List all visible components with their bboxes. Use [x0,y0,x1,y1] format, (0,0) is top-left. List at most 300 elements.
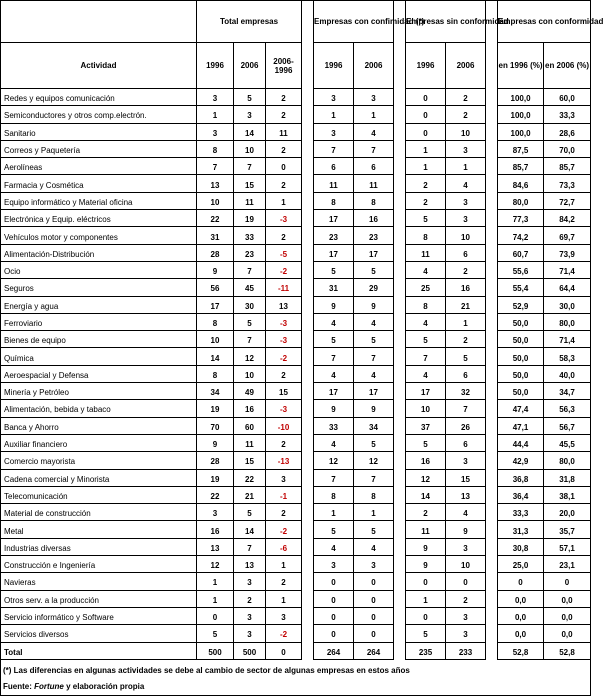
cell-p06: 70,0 [544,140,591,157]
cell-t06: 7 [234,538,266,555]
cell-s06: 1 [446,158,486,175]
cell-p96: 52,9 [498,296,544,313]
column-gap [394,400,406,417]
column-gap [394,331,406,348]
cell-p06: 73,9 [544,244,591,261]
cell-actividad: Redes y equipos comunicación [1,89,197,106]
column-gap [302,158,314,175]
cell-s96: 25 [406,279,446,296]
cell-actividad: Servicio informático y Software [1,607,197,624]
cell-t06: 5 [234,504,266,521]
cell-c96: 4 [314,538,354,555]
cell-c06: 0 [354,625,394,642]
cell-t96: 34 [197,383,234,400]
column-gap [302,607,314,624]
cell-t06: 3 [234,573,266,590]
cell-t96: 0 [197,607,234,624]
column-gap [302,175,314,192]
column-gap [302,192,314,209]
column-gap [302,348,314,365]
cell-s96: 1 [406,590,446,607]
table-row [1,556,591,573]
cell-c96: 12 [314,452,354,469]
column-gap [394,175,406,192]
cell-d: -3 [266,210,302,227]
column-gap [394,279,406,296]
cell-t06: 14 [234,521,266,538]
column-gap [394,486,406,503]
cell-t06: 3 [234,625,266,642]
column-gap [486,400,498,417]
column-gap [486,486,498,503]
cell-actividad: Otros serv. a la producción [1,590,197,607]
header-en-2006: en 2006 (%) [544,43,591,89]
cell-t96: 17 [197,296,234,313]
cell-c06: 0 [354,573,394,590]
cell-s06: 10 [446,123,486,140]
cell-s06: 6 [446,244,486,261]
cell-t96: 8 [197,313,234,330]
cell-d: 0 [266,642,302,659]
cell-d: 2 [266,365,302,382]
cell-d: 2 [266,106,302,123]
cell-s06: 15 [446,469,486,486]
table-row [1,279,591,296]
cell-c06: 3 [354,89,394,106]
cell-p06: 0,0 [544,590,591,607]
cell-s96: 11 [406,244,446,261]
cell-p96: 33,3 [498,504,544,521]
column-gap [486,434,498,451]
cell-s96: 235 [406,642,446,659]
column-gap [486,556,498,573]
cell-p06: 69,7 [544,227,591,244]
cell-t06: 10 [234,140,266,157]
table-row [1,521,591,538]
column-gap [394,452,406,469]
cell-d: -10 [266,417,302,434]
column-gap [486,261,498,278]
cell-s96: 5 [406,210,446,227]
column-gap [302,625,314,642]
cell-d: 1 [266,192,302,209]
column-gap [302,434,314,451]
cell-c06: 0 [354,607,394,624]
cell-d: -2 [266,521,302,538]
column-gap [394,261,406,278]
cell-p06: 30,0 [544,296,591,313]
column-gap [394,607,406,624]
column-gap [302,452,314,469]
cell-s06: 6 [446,365,486,382]
column-gap [302,261,314,278]
cell-s06: 3 [446,452,486,469]
column-gap [302,244,314,261]
table-row [1,89,591,106]
column-gap [394,469,406,486]
cell-d: -13 [266,452,302,469]
cell-p06: 72,7 [544,192,591,209]
header-1996: 1996 [406,43,446,89]
cell-p06: 84,2 [544,210,591,227]
column-gap [394,417,406,434]
cell-t06: 12 [234,348,266,365]
cell-p06: 28,6 [544,123,591,140]
cell-p06: 85,7 [544,158,591,175]
column-gap [302,227,314,244]
cell-s96: 0 [406,89,446,106]
column-gap [302,383,314,400]
header-1996: 1996 [314,43,354,89]
cell-p96: 0,0 [498,625,544,642]
cell-s06: 10 [446,227,486,244]
column-gap [302,573,314,590]
cell-c06: 1 [354,106,394,123]
column-gap [394,504,406,521]
cell-c06: 5 [354,521,394,538]
cell-t06: 5 [234,313,266,330]
cell-c96: 6 [314,158,354,175]
cell-c96: 3 [314,123,354,140]
column-gap [486,365,498,382]
cell-t06: 7 [234,158,266,175]
cell-c96: 7 [314,469,354,486]
cell-d: -3 [266,313,302,330]
total-row [1,642,591,659]
cell-t96: 19 [197,469,234,486]
cell-p96: 87,5 [498,140,544,157]
cell-p96: 36,8 [498,469,544,486]
cell-c96: 264 [314,642,354,659]
cell-c96: 0 [314,573,354,590]
cell-c06: 6 [354,158,394,175]
cell-c96: 1 [314,106,354,123]
column-gap [486,244,498,261]
cell-p06: 20,0 [544,504,591,521]
cell-d: 2 [266,573,302,590]
column-gap [486,504,498,521]
cell-actividad: Aerolíneas [1,158,197,175]
cell-actividad: Equipo informático y Material oficina [1,192,197,209]
cell-c96: 5 [314,331,354,348]
column-gap [302,590,314,607]
cell-s06: 2 [446,331,486,348]
cell-actividad: Química [1,348,197,365]
header-2006: 2006 [354,43,394,89]
cell-t96: 7 [197,158,234,175]
column-gap [394,227,406,244]
cell-p96: 84,6 [498,175,544,192]
cell-p96: 0,0 [498,590,544,607]
cell-t06: 500 [234,642,266,659]
cell-t06: 15 [234,175,266,192]
column-gap [302,296,314,313]
cell-t96: 9 [197,434,234,451]
column-gap [394,296,406,313]
cell-c06: 9 [354,400,394,417]
cell-c96: 7 [314,348,354,365]
cell-t96: 70 [197,417,234,434]
cell-t96: 3 [197,504,234,521]
cell-t06: 49 [234,383,266,400]
cell-c96: 33 [314,417,354,434]
column-gap [486,417,498,434]
cell-c06: 1 [354,504,394,521]
cell-actividad: Construcción e Ingeniería [1,556,197,573]
cell-t96: 8 [197,140,234,157]
cell-s06: 21 [446,296,486,313]
cell-actividad: Semiconductores y otros comp.electrón. [1,106,197,123]
column-gap [486,452,498,469]
cell-p06: 56,7 [544,417,591,434]
cell-s96: 1 [406,140,446,157]
cell-c96: 11 [314,175,354,192]
table-row [1,140,591,157]
cell-t06: 11 [234,434,266,451]
column-gap [302,140,314,157]
cell-c06: 11 [354,175,394,192]
column-gap [486,227,498,244]
table-row [1,210,591,227]
cell-d: -2 [266,625,302,642]
cell-actividad: Ferroviario [1,313,197,330]
cell-p06: 80,0 [544,313,591,330]
cell-d: 2 [266,89,302,106]
cell-p96: 100,0 [498,106,544,123]
cell-p06: 35,7 [544,521,591,538]
header-con-conformidad: Empresas con confimidad (*) [314,1,394,43]
column-gap [394,313,406,330]
cell-s96: 4 [406,261,446,278]
cell-p06: 0,0 [544,625,591,642]
cell-s96: 16 [406,452,446,469]
cell-c06: 17 [354,383,394,400]
cell-s06: 2 [446,89,486,106]
cell-p96: 100,0 [498,123,544,140]
cell-actividad: Material de construcción [1,504,197,521]
cell-s96: 4 [406,365,446,382]
column-gap [486,123,498,140]
cell-s06: 5 [446,348,486,365]
cell-t96: 3 [197,89,234,106]
cell-t96: 19 [197,400,234,417]
cell-p96: 25,0 [498,556,544,573]
cell-p06: 64,4 [544,279,591,296]
cell-c06: 5 [354,261,394,278]
cell-actividad: Vehículos motor y componentes [1,227,197,244]
cell-s96: 2 [406,175,446,192]
cell-s06: 16 [446,279,486,296]
table-row [1,383,591,400]
cell-d: -6 [266,538,302,555]
cell-c06: 0 [354,590,394,607]
column-gap [394,642,406,659]
cell-t06: 23 [234,244,266,261]
cell-c06: 5 [354,331,394,348]
cell-p96: 50,0 [498,383,544,400]
cell-s96: 37 [406,417,446,434]
cell-t96: 31 [197,227,234,244]
cell-d: 2 [266,175,302,192]
column-gap [302,642,314,659]
cell-p96: 80,0 [498,192,544,209]
table-row [1,227,591,244]
column-gap [394,556,406,573]
table-body [1,89,591,660]
cell-t96: 13 [197,175,234,192]
table-row [1,244,591,261]
cell-t06: 22 [234,469,266,486]
cell-c06: 264 [354,642,394,659]
cell-s06: 2 [446,590,486,607]
cell-s06: 3 [446,625,486,642]
header-actividad: Actividad [1,43,197,89]
column-gap [302,400,314,417]
cell-c96: 1 [314,504,354,521]
cell-p06: 40,0 [544,365,591,382]
column-gap [486,158,498,175]
cell-c96: 17 [314,210,354,227]
cell-s96: 4 [406,313,446,330]
cell-p96: 31,3 [498,521,544,538]
cell-c96: 7 [314,140,354,157]
column-gap [394,89,406,106]
cell-actividad: Comercio mayorista [1,452,197,469]
cell-c06: 23 [354,227,394,244]
cell-p96: 60,7 [498,244,544,261]
table-row [1,365,591,382]
table-row [1,538,591,555]
cell-c96: 4 [314,365,354,382]
cell-p96: 47,1 [498,417,544,434]
column-gap [486,296,498,313]
cell-s96: 0 [406,123,446,140]
column-gap [394,123,406,140]
cell-t06: 60 [234,417,266,434]
cell-c96: 0 [314,625,354,642]
cell-d: 2 [266,504,302,521]
cell-s96: 0 [406,573,446,590]
cell-t06: 2 [234,590,266,607]
cell-p96: 50,0 [498,348,544,365]
cell-s06: 3 [446,140,486,157]
cell-p96: 74,2 [498,227,544,244]
cell-c96: 0 [314,590,354,607]
cell-t96: 500 [197,642,234,659]
cell-s96: 5 [406,434,446,451]
column-gap [486,538,498,555]
cell-t96: 22 [197,210,234,227]
cell-d: -2 [266,348,302,365]
cell-c96: 3 [314,556,354,573]
cell-s96: 2 [406,504,446,521]
cell-t06: 3 [234,106,266,123]
table-row [1,123,591,140]
cell-c06: 4 [354,365,394,382]
cell-t96: 8 [197,365,234,382]
cell-s06: 32 [446,383,486,400]
column-gap [394,244,406,261]
cell-c06: 17 [354,244,394,261]
column-gap [486,89,498,106]
cell-d: -5 [266,244,302,261]
column-gap [394,434,406,451]
cell-d: 1 [266,556,302,573]
cell-t06: 21 [234,486,266,503]
column-gap [302,486,314,503]
cell-t96: 10 [197,192,234,209]
cell-p96: 42,9 [498,452,544,469]
cell-c06: 8 [354,192,394,209]
header-en-1996: en 1996 (%) [498,43,544,89]
cell-c06: 34 [354,417,394,434]
column-gap [486,106,498,123]
column-gap [394,590,406,607]
cell-d: 15 [266,383,302,400]
cell-s96: 1 [406,158,446,175]
column-gap [486,348,498,365]
table-row [1,452,591,469]
column-gap [486,210,498,227]
cell-c06: 4 [354,313,394,330]
cell-t96: 3 [197,123,234,140]
column-gap [394,210,406,227]
cell-c06: 3 [354,556,394,573]
cell-c06: 7 [354,140,394,157]
cell-actividad: Telecomunicación [1,486,197,503]
cell-p06: 71,4 [544,331,591,348]
cell-actividad: Banca y Ahorro [1,417,197,434]
cell-c06: 29 [354,279,394,296]
cell-s96: 5 [406,331,446,348]
table-row [1,625,591,642]
cell-d: -2 [266,261,302,278]
cell-p06: 56,3 [544,400,591,417]
cell-p06: 52,8 [544,642,591,659]
cell-s96: 0 [406,106,446,123]
cell-s06: 26 [446,417,486,434]
cell-s96: 10 [406,400,446,417]
cell-t96: 1 [197,573,234,590]
column-gap [394,538,406,555]
cell-p06: 0,0 [544,607,591,624]
cell-actividad: Energía y agua [1,296,197,313]
cell-actividad: Servicios diversos [1,625,197,642]
cell-t96: 9 [197,261,234,278]
cell-c06: 4 [354,538,394,555]
cell-p06: 57,1 [544,538,591,555]
cell-p96: 52,8 [498,642,544,659]
cell-actividad: Correos y Paquetería [1,140,197,157]
cell-s06: 3 [446,607,486,624]
cell-p96: 50,0 [498,313,544,330]
header-1996: 1996 [197,43,234,89]
table-row [1,348,591,365]
cell-p96: 44,4 [498,434,544,451]
cell-p06: 38,1 [544,486,591,503]
cell-s96: 0 [406,607,446,624]
table-row [1,175,591,192]
cell-t06: 11 [234,192,266,209]
cell-t06: 19 [234,210,266,227]
column-gap [486,175,498,192]
header-total-empresas: Total empresas [197,1,302,43]
cell-p06: 60,0 [544,89,591,106]
cell-actividad: Farmacia y Cosmética [1,175,197,192]
column-gap [302,521,314,538]
column-gap [302,417,314,434]
cell-p96: 0,0 [498,607,544,624]
